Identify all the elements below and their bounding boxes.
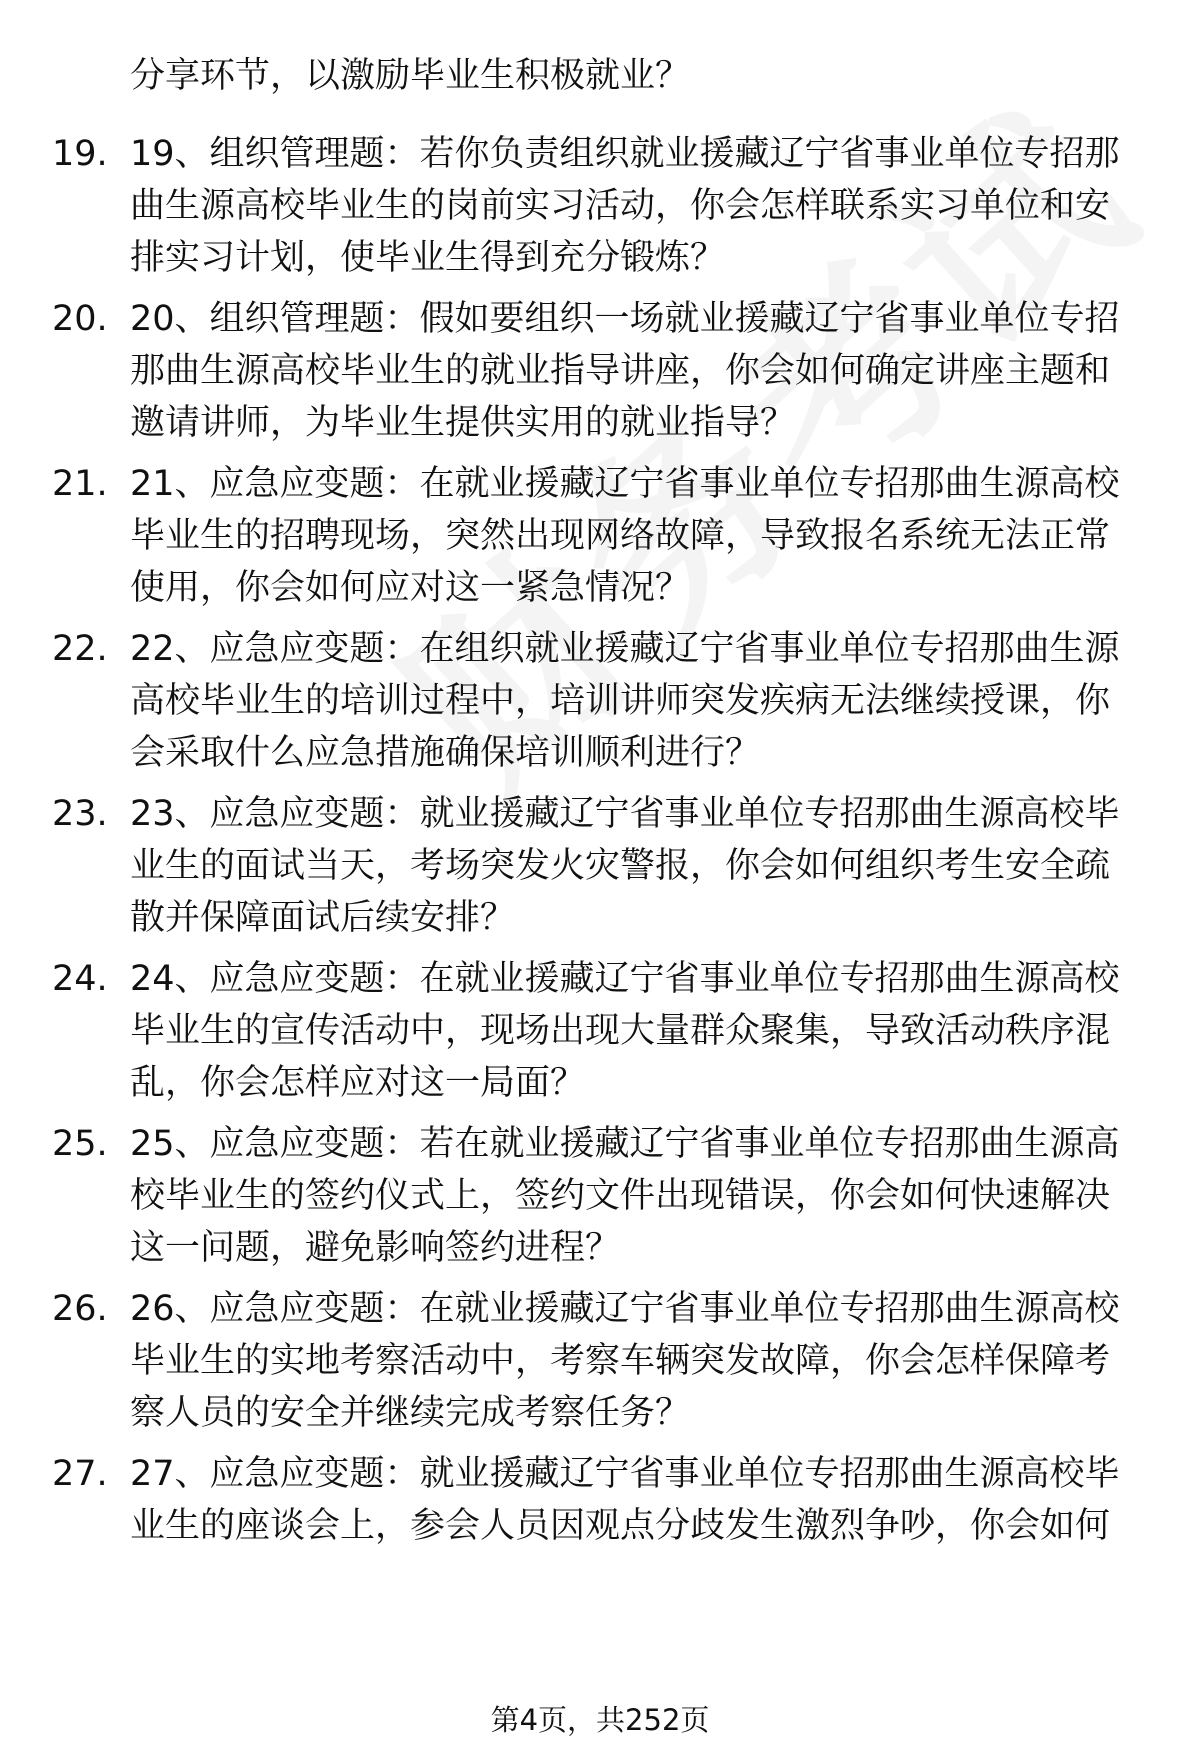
- list-item-line: 会采取什么应急措施确保培训顺利进行？: [130, 733, 761, 773]
- list-item-number: 20.: [52, 299, 108, 339]
- list-item-line: 这一问题，避免影响签约进程？: [130, 1228, 621, 1268]
- list-item-line: 邀请讲师，为毕业生提供实用的就业指导？: [130, 403, 796, 443]
- list-item-line: 乱，你会怎样应对这一局面？: [130, 1063, 586, 1103]
- list-item-line: 26、应急应变题：在就业援藏辽宁省事业单位专招那曲生源高校: [130, 1289, 1120, 1329]
- list-item-line: 20、组织管理题：假如要组织一场就业援藏辽宁省事业单位专招: [130, 299, 1120, 339]
- list-item-line: 业生的面试当天，考场突发火灾警报，你会如何组织考生安全疏: [130, 846, 1111, 886]
- list-item-number: 21.: [52, 464, 108, 504]
- list-item-line: 散并保障面试后续安排？: [130, 898, 516, 938]
- list-item-line: 22、应急应变题：在组织就业援藏辽宁省事业单位专招那曲生源: [130, 629, 1120, 669]
- list-item-text: [130, 293, 1145, 449]
- list-item-line: 业生的座谈会上，参会人员因观点分歧发生激烈争吵，你会如何: [130, 1506, 1111, 1546]
- list-item-text: [130, 458, 1145, 614]
- list-item-line: 19、组织管理题：若你负责组织就业援藏辽宁省事业单位专招那: [130, 134, 1120, 174]
- list-item-line: 27、应急应变题：就业援藏辽宁省事业单位专招那曲生源高校毕: [130, 1454, 1120, 1494]
- list-item-number: 26.: [52, 1289, 108, 1329]
- list-item-text: [130, 1448, 1145, 1552]
- list-item-line: 那曲生源高校毕业生的就业指导讲座，你会如何确定讲座主题和: [130, 351, 1111, 391]
- list-item-text: [130, 1283, 1145, 1439]
- list-item-line: 25、应急应变题：若在就业援藏辽宁省事业单位专招那曲生源高: [130, 1124, 1120, 1164]
- list-item-line: 察人员的安全并继续完成考察任务？: [130, 1393, 691, 1433]
- list-item-line: 毕业生的宣传活动中，现场出现大量群众聚集，导致活动秩序混: [130, 1011, 1111, 1051]
- list-item-text: [130, 788, 1145, 944]
- list-item-number: 19.: [52, 134, 108, 174]
- list-item-line: 21、应急应变题：在就业援藏辽宁省事业单位专招那曲生源高校: [130, 464, 1120, 504]
- list-item-line: 毕业生的实地考察活动中，考察车辆突发故障，你会怎样保障考: [130, 1341, 1111, 1381]
- list-item-text: [130, 1118, 1145, 1274]
- list-item-line: 24、应急应变题：在就业援藏辽宁省事业单位专招那曲生源高校: [130, 959, 1120, 999]
- page-number: 第4页，共252页: [490, 1703, 710, 1737]
- list-item-line: 高校毕业生的培训过程中，培训讲师突发疾病无法继续授课，你: [130, 681, 1111, 721]
- list-item-text: [130, 623, 1145, 779]
- list-item-line: 排实习计划，使毕业生得到充分锻炼？: [130, 238, 726, 278]
- list-item-number: 23.: [52, 794, 108, 834]
- list-item-line: 23、应急应变题：就业援藏辽宁省事业单位专招那曲生源高校毕: [130, 794, 1120, 834]
- list-item-line: 使用，你会如何应对这一紧急情况？: [130, 568, 691, 608]
- list-item-number: 27.: [52, 1454, 108, 1494]
- list-item-line: 曲生源高校毕业生的岗前实习活动，你会怎样联系实习单位和安: [130, 186, 1111, 226]
- list-item-number: 22.: [52, 629, 108, 669]
- list-item-number: 25.: [52, 1124, 108, 1164]
- list-item-text: [130, 953, 1145, 1109]
- list-item-number: 24.: [52, 959, 108, 999]
- list-item-line: 校毕业生的签约仪式上，签约文件出现错误，你会如何快速解决: [130, 1176, 1111, 1216]
- list-item-line: 毕业生的招聘现场，突然出现网络故障，导致报名系统无法正常: [130, 516, 1111, 556]
- list-item-text: [130, 128, 1145, 284]
- continuation-text: 分享环节，以激励毕业生积极就业？: [130, 56, 691, 96]
